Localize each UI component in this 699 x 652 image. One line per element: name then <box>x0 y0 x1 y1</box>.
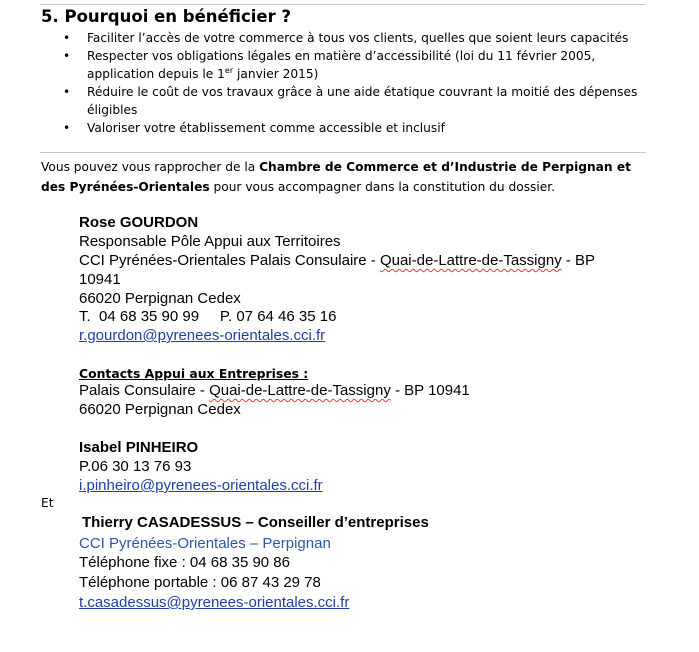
contact-phone-pinheiro: P.06 30 13 76 93 <box>79 458 192 475</box>
contact-phones: T. 04 68 35 90 99 P. 07 64 46 35 16 <box>79 308 337 325</box>
phone-fixe: Téléphone fixe : 04 68 35 90 86 <box>79 554 290 571</box>
street-name: Quai-de-Lattre-de-Tassigny <box>379 252 562 269</box>
contact-bp: 10941 <box>79 271 121 288</box>
benefits-list <box>62 29 637 137</box>
phone-portable: Téléphone portable : 06 87 43 29 78 <box>79 574 321 591</box>
email-link-casadessus[interactable]: t.casadessus@pyrenees-orientales.cci.fr <box>79 594 350 611</box>
email-link-pinheiro[interactable]: i.pinheiro@pyrenees-orientales.cci.fr <box>79 477 323 494</box>
list-item: • Faciliter l’accès de votre commerce à tous vos clients, quelles que soient leurs capacités <box>63 31 629 45</box>
contacts-appui-label: Contacts Appui aux Entreprises : <box>79 366 309 381</box>
bullet-icon: • <box>63 49 71 63</box>
list-item: • Réduire le coût de vos travaux grâce à une aide étatique couvrant la moitié des dépenses éligibles <box>63 85 638 117</box>
contact-name-pinheiro: Isabel PINHEIRO <box>79 439 199 456</box>
cci-name-cont: des Pyrénées-Orientales <box>41 180 210 194</box>
et-label: Et <box>41 496 54 510</box>
bullet-icon: • <box>63 85 71 99</box>
section-divider <box>40 152 646 153</box>
cci-name: Chambre de Commerce et d’Industrie de Perpignan et <box>259 160 631 174</box>
contact-role: Responsable Pôle Appui aux Territoires <box>79 233 341 250</box>
bullet-icon: • <box>63 31 71 45</box>
contact-address: CCI Pyrénées-Orientales Palais Consulaire - Quai-de-Lattre-de-Tassigny - BP <box>79 252 596 269</box>
street-name: Quai-de-Lattre-de-Tassigny <box>209 382 391 399</box>
email-link-gourdon[interactable]: r.gourdon@pyrenees-orientales.cci.fr <box>79 327 326 344</box>
bullet-icon: • <box>63 121 71 135</box>
appui-city: 66020 Perpignan Cedex <box>79 401 241 418</box>
top-rule <box>40 4 646 5</box>
contact-name-casadessus: Thierry CASADESSUS – Conseiller d’entreprises <box>82 514 429 531</box>
intro-paragraph: Vous pouvez vous rapprocher de la Chambre de Commerce et d’Industrie de Perpignan et des Pyrénées-Orientales pour vous accompagner dans la constitution du dossier. <box>41 160 631 194</box>
contact-org: CCI Pyrénées-Orientales – Perpignan <box>79 535 331 552</box>
section-heading: 5. Pourquoi en bénéficier ? <box>41 7 292 26</box>
list-item: • Valoriser votre établissement comme accessible et inclusif <box>63 121 445 135</box>
appui-address: Palais Consulaire - Quai-de-Lattre-de-Tassigny - BP 10941 <box>79 382 470 399</box>
list-item: • Respecter vos obligations légales en matière d’accessibilité (loi du 11 février 2005, application depuis le 1er janvier 2015) <box>63 49 596 81</box>
contact-city: 66020 Perpignan Cedex <box>79 290 241 307</box>
contact-name-gourdon: Rose GOURDON <box>79 214 199 231</box>
